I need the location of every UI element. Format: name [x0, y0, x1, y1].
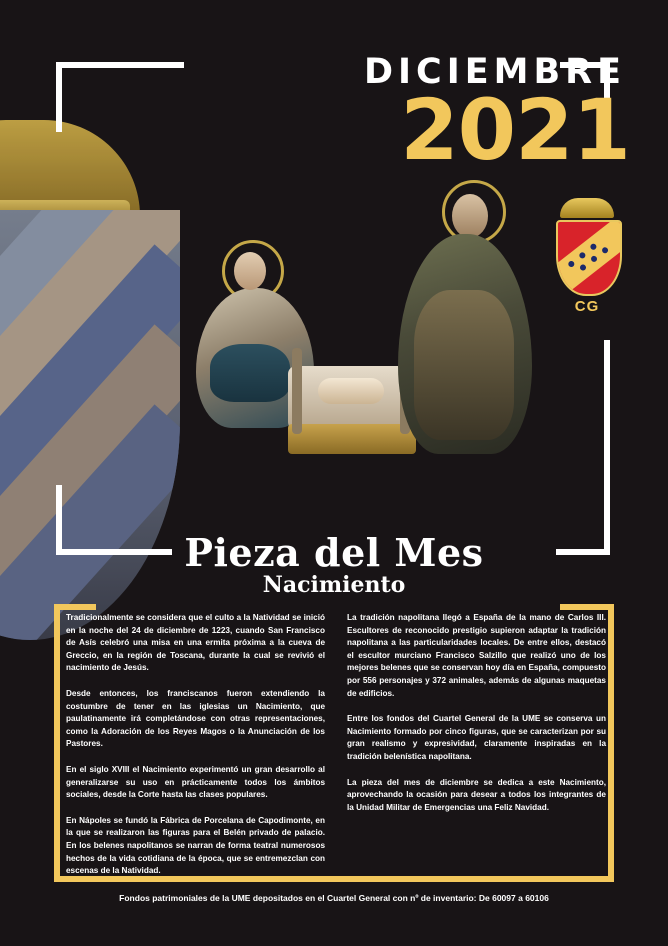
frame-gold-left-vertical [54, 604, 60, 882]
left-column [66, 612, 325, 891]
joseph-head [452, 194, 488, 238]
page-title: Pieza del Mes [184, 530, 484, 575]
crib-post-left [292, 348, 302, 434]
paragraph: En Nápoles se fundó la Fábrica de Porcelana de Capodimonte, en la que se realizaron las figuras para el Belén privado de palacio. En los belenes napolitanos se narran de forma teatral numerosos hechos de la vida cotidiana de la época, que se entremezclan con escenas de la Natividad. [66, 815, 325, 876]
poster-year-label: 2021 [400, 81, 630, 179]
shield-icon [556, 220, 622, 296]
paragraph: Entre los fondos del Cuartel General de la UME se conserva un Nacimiento formado por cinco figuras, que se caracterizan por su gran realismo y expresividad, claramente inspiradas en la tradición belenística napolitana. [347, 714, 606, 761]
emblem-label: CG [574, 298, 600, 315]
baby-jesus [318, 378, 384, 404]
paragraph: Desde entonces, los franciscanos fueron extendiendo la costumbre de tener en las iglesias un Nacimiento, que paulatinamente irá completándose con otras representaciones, como la Adoración de los Reyes Magos o la Anunciación de los Pastores. [66, 688, 325, 749]
saint-joseph-figure [390, 180, 540, 460]
poster-month-label: DICIEMBRE [363, 52, 626, 92]
article-body [66, 612, 606, 891]
nativity-figures-photo [160, 170, 560, 510]
frame-gold-top-left-horizontal [54, 604, 96, 610]
paragraph: La pieza del mes de diciembre se dedica a este Nacimiento, aprovechando la ocasión para desear a todos los integrantes de la Unidad Militar de Emergencias una Feliz Navidad. [347, 777, 606, 812]
frame-gold-top-right-horizontal [560, 604, 614, 610]
frame-gold-right-vertical [608, 604, 614, 882]
right-column [347, 612, 606, 891]
paragraph: En el siglo XVIII el Nacimiento experimentó un gran desarrollo al generalizarse su uso en prácticamente todos los ámbitos sociales, desde la Corte hasta las clases populares. [66, 764, 325, 800]
mary-head [234, 252, 266, 290]
frame-top-left-vertical [56, 62, 62, 132]
crown-icon [560, 198, 614, 218]
mary-mantle [210, 344, 290, 402]
frame-right-vertical [604, 340, 610, 555]
footer-inventory-note: Fondos patrimoniales de la UME depositados en el Cuartel General con nº de inventario: De 60097 a 60106 [119, 893, 549, 903]
joseph-cloak [414, 290, 514, 440]
paragraph: Tradicionalmente se considera que el culto a la Natividad se inició en la noche del 24 de diciembre de 1223, cuando San Francisco de Asís celebró una misa en una ermita próxima a la cueva de Greccio, en la región de Toscana, durante la cual se revivió el nacimiento de Jesús. [66, 613, 325, 673]
frame-top-left-horizontal [56, 62, 184, 68]
page-subtitle: Nacimiento [262, 572, 406, 598]
paragraph: La tradición napolitana llegó a España de la mano de Carlos III. Escultores de reconocido prestigio supieron adaptar la tradición napolitana a las particularidades locales. De entre ellos, destacó el escultor murciano Francisco Salzillo que realizó uno de los mejores belenes que se conservan hoy día en España, compuesto por 556 personajes y 372 animales, además de algunas maquetas de edificios. [347, 613, 606, 698]
